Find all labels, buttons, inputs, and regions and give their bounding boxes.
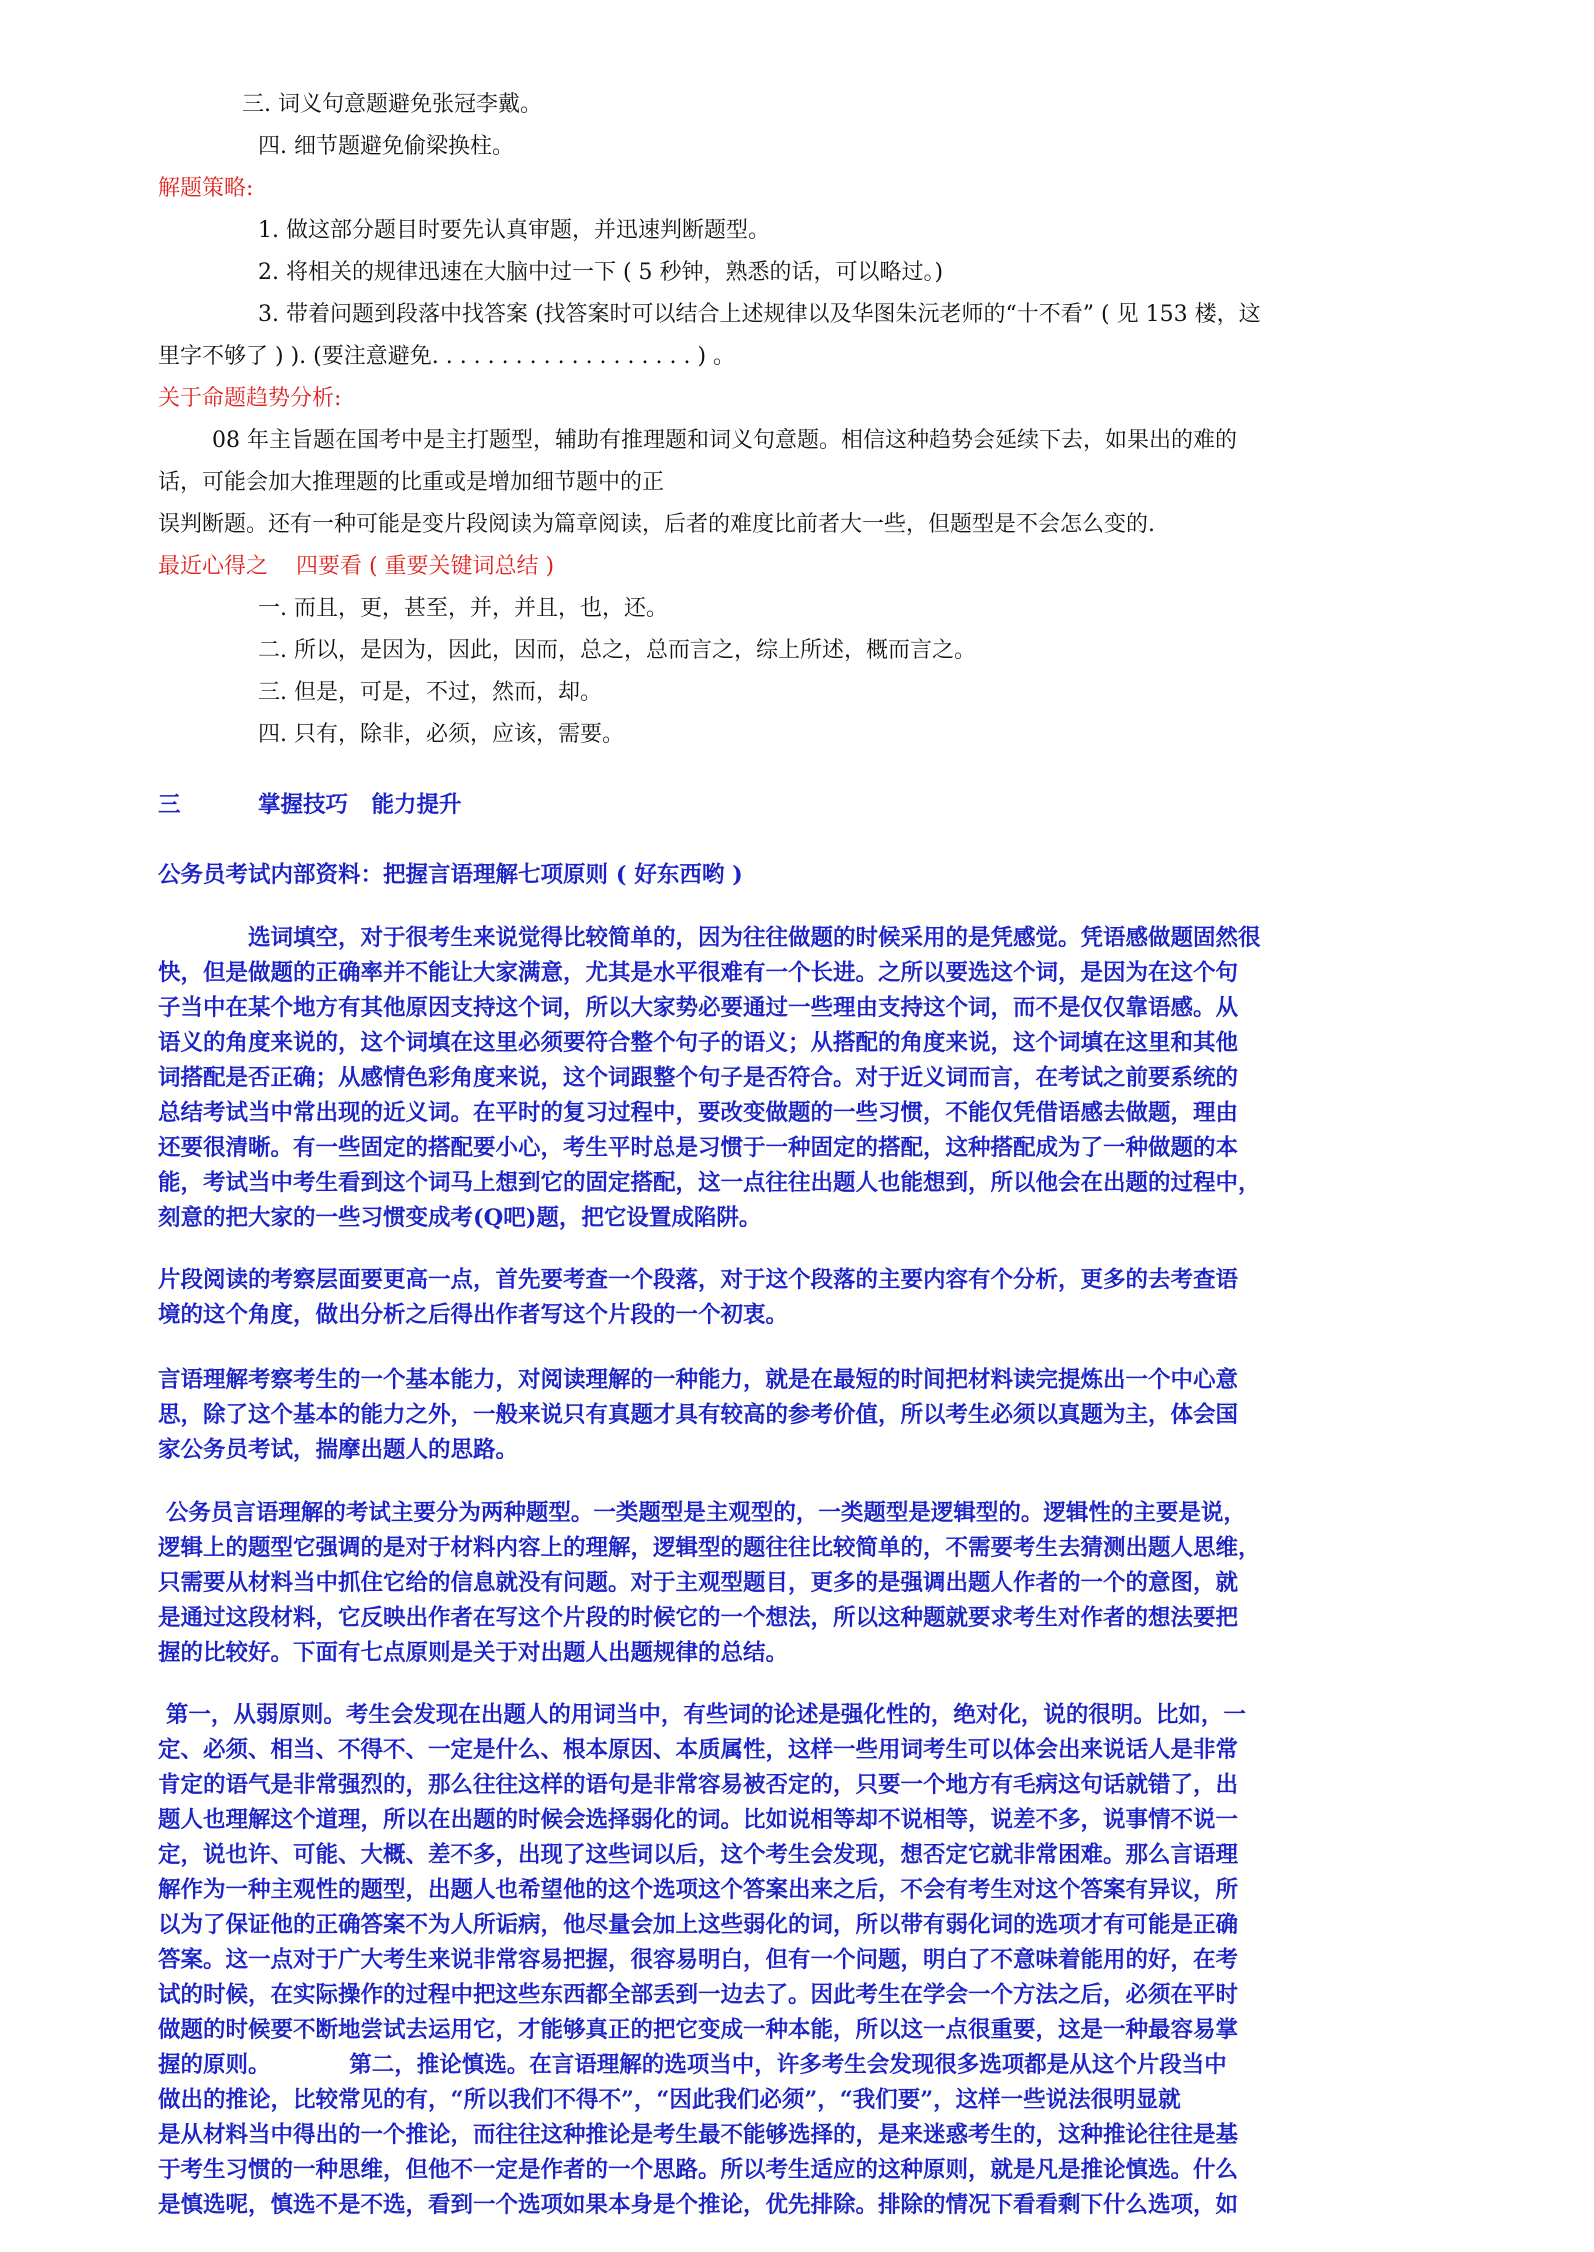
paragraph-line: 握的原则。 第二，推论慎选。在言语理解的选项当中，许多考生会发现很多选项都是从这个片段当中: [158, 2052, 1227, 2078]
keyword-group-4: 四. 只有，除非，必须，应该，需要。: [258, 722, 624, 747]
trend-line-2: 话，可能会加大推理题的比重或是增加细节题中的正: [158, 470, 665, 495]
section-3-title: 掌握技巧 能力提升: [258, 792, 462, 818]
paragraph-line: 试的时候，在实际操作的过程中把这些东西都全部丢到一边去了。因此考生在学会一个方法之后，必须在平时: [158, 1982, 1239, 2008]
paragraph-line: 语义的角度来说的，这个词填在这里必须要符合整个句子的语义；从搭配的角度来说，这个词填在这里和其他: [158, 1030, 1239, 1056]
paragraph-line: 做题的时候要不断地尝试去运用它，才能够真正的把它变成一种本能，所以这一点很重要，这是一种最容易掌: [158, 2017, 1239, 2043]
paragraph-line: 解作为一种主观性的题型，出题人也希望他的这个选项这个答案出来之后，不会有考生对这个答案有异议，所: [158, 1877, 1239, 1903]
paragraph-line: 片段阅读的考察层面要更高一点，首先要考查一个段落，对于这个段落的主要内容有个分析，更多的去考查语: [158, 1267, 1239, 1293]
strategy-step-3-line-2: 里字不够了 ) ). (要注意避免. . . . . . . . . . . . . . . . . . . ) 。: [158, 344, 736, 369]
paragraph-line: 是慎选呢，慎选不是不选，看到一个选项如果本身是个推论，优先排除。排除的情况下看看剩下什么选项，如: [158, 2192, 1239, 2218]
paragraph-line: 词搭配是否正确；从感情色彩角度来说，这个词跟整个句子是否符合。对于近义词而言，在考试之前要系统的: [158, 1065, 1239, 1091]
paragraph-line: 思，除了这个基本的能力之外，一般来说只有真题才具有较高的参考价值，所以考生必须以真题为主，体会国: [158, 1402, 1239, 1428]
trend-line-1: 08 年主旨题在国考中是主打题型，辅助有推理题和词义句意题。相信这种趋势会延续下去，如果出的难的: [212, 428, 1237, 453]
paragraph-line: 以为了保证他的正确答案不为人所诟病，他尽量会加上这些弱化的词，所以带有弱化词的选项才有可能是正确: [158, 1912, 1239, 1938]
paragraph-line: 刻意的把大家的一些习惯变成考(Q吧)题，把它设置成陷阱。: [158, 1205, 762, 1231]
paragraph-line: 逻辑上的题型它强调的是对于材料内容上的理解，逻辑型的题往往比较简单的，不需要考生去猜测出题人思维，: [158, 1535, 1261, 1561]
keyword-group-3: 三. 但是，可是，不过，然而，却。: [258, 680, 602, 705]
strategy-step-3-line-1: 3. 带着问题到段落中找答案 (找答案时可以结合上述规律以及华图朱沅老师的“十不看” ( 见 153 楼，这: [258, 302, 1261, 327]
keyword-group-2: 二. 所以，是因为，因此，因而，总之，总而言之，综上所述，概而言之。: [258, 638, 976, 663]
paragraph-line: 快，但是做题的正确率并不能让大家满意，尤其是水平很难有一个长进。之所以要选这个词，是因为在这个句: [158, 960, 1239, 986]
paragraph-line: 于考生习惯的一种思维，但他不一定是作者的一个思路。所以考生适应的这种原则，就是凡是推论慎选。什么: [158, 2157, 1239, 2183]
keyword-group-1: 一. 而且，更，甚至，并，并且，也，还。: [258, 596, 668, 621]
paragraph-line: 境的这个角度，做出分析之后得出作者写这个片段的一个初衷。: [158, 1302, 789, 1328]
paragraph-line: 只需要从材料当中抓住它给的信息就没有问题。对于主观型题目，更多的是强调出题人作者的一个的意图，就: [158, 1570, 1239, 1596]
paragraph-line: 是从材料当中得出的一个推论，而往往这种推论是考生最不能够选择的，是来迷惑考生的，这种推论往往是基: [158, 2122, 1239, 2148]
paragraph-line: 是通过这段材料，它反映出作者在写这个片段的时候它的一个想法，所以这种题就要求考生对作者的想法要把: [158, 1605, 1239, 1631]
paragraph-line: 总结考试当中常出现的近义词。在平时的复习过程中，要改变做题的一些习惯，不能仅凭借语感去做题，理由: [158, 1100, 1239, 1126]
paragraph-line: 言语理解考察考生的一个基本能力，对阅读理解的一种能力，就是在最短的时间把材料读完提炼出一个中心意: [158, 1367, 1239, 1393]
paragraph-line: 能，考试当中考生看到这个词马上想到它的固定搭配，这一点往往出题人也能想到，所以他会在出题的过程中，: [158, 1170, 1261, 1196]
paragraph-line: 选词填空，对于很考生来说觉得比较简单的，因为往往做题的时候采用的是凭感觉。凭语感做题固然很: [158, 925, 1261, 951]
tips-heading: 最近心得之 四要看 ( 重要关键词总结 ): [158, 554, 555, 579]
strategy-heading: 解题策略:: [158, 176, 254, 201]
paragraph-line: 公务员言语理解的考试主要分为两种题型。一类题型是主观型的，一类题型是逻辑型的。逻辑性的主要是说，: [158, 1500, 1246, 1526]
paragraph-line: 家公务员考试，揣摩出题人的思路。: [158, 1437, 519, 1463]
paragraph-line: 第一，从弱原则。考生会发现在出题人的用词当中，有些词的论述是强化性的，绝对化，说的很明。比如，一: [158, 1702, 1246, 1728]
paragraph-line: 题人也理解这个道理，所以在出题的时候会选择弱化的词。比如说相等却不说相等，说差不多，说事情不说一: [158, 1807, 1239, 1833]
rule-item-4: 四. 细节题避免偷梁换柱。: [258, 134, 514, 159]
paragraph-line: 答案。这一点对于广大考生来说非常容易把握，很容易明白，但有一个问题，明白了不意味着能用的好，在考: [158, 1947, 1239, 1973]
paragraph-line: 肯定的语气是非常强烈的，那么往往这样的语句是非常容易被否定的，只要一个地方有毛病这句话就错了，出: [158, 1772, 1239, 1798]
strategy-step-2: 2. 将相关的规律迅速在大脑中过一下 ( 5 秒钟，熟悉的话，可以略过。): [258, 260, 944, 285]
trend-heading: 关于命题趋势分析:: [158, 386, 342, 411]
strategy-step-1: 1. 做这部分题目时要先认真审题，并迅速判断题型。: [258, 218, 770, 243]
trend-line-3: 误判断题。还有一种可能是变片段阅读为篇章阅读，后者的难度比前者大一些，但题型是不会怎么变的.: [158, 512, 1155, 537]
paragraph-line: 定、必须、相当、不得不、一定是什么、根本原因、本质属性，这样一些用词考生可以体会出来说话人是非常: [158, 1737, 1239, 1763]
blue-article-title: 公务员考试内部资料：把握言语理解七项原则 ( 好东西哟 ): [158, 862, 743, 888]
paragraph-line: 握的比较好。下面有七点原则是关于对出题人出题规律的总结。: [158, 1640, 789, 1666]
section-3-heading: [158, 787, 462, 819]
paragraph-line: 子当中在某个地方有其他原因支持这个词，所以大家势必要通过一些理由支持这个词，而不是仅仅靠语感。从: [158, 995, 1239, 1021]
paragraph-line: 做出的推论，比较常见的有，“所以我们不得不”，“因此我们必须”，“我们要”，这样一些说法很明显就: [158, 2087, 1181, 2113]
rule-item-3: 三. 词义句意题避免张冠李戴。: [242, 92, 542, 117]
paragraph-line: 还要很清晰。有一些固定的搭配要小心，考生平时总是习惯于一种固定的搭配，这种搭配成为了一种做题的本: [158, 1135, 1239, 1161]
paragraph-line: 定，说也许、可能、大概、差不多，出现了这些词以后，这个考生会发现，想否定它就非常困难。那么言语理: [158, 1842, 1239, 1868]
section-3-number: 三: [158, 792, 181, 818]
